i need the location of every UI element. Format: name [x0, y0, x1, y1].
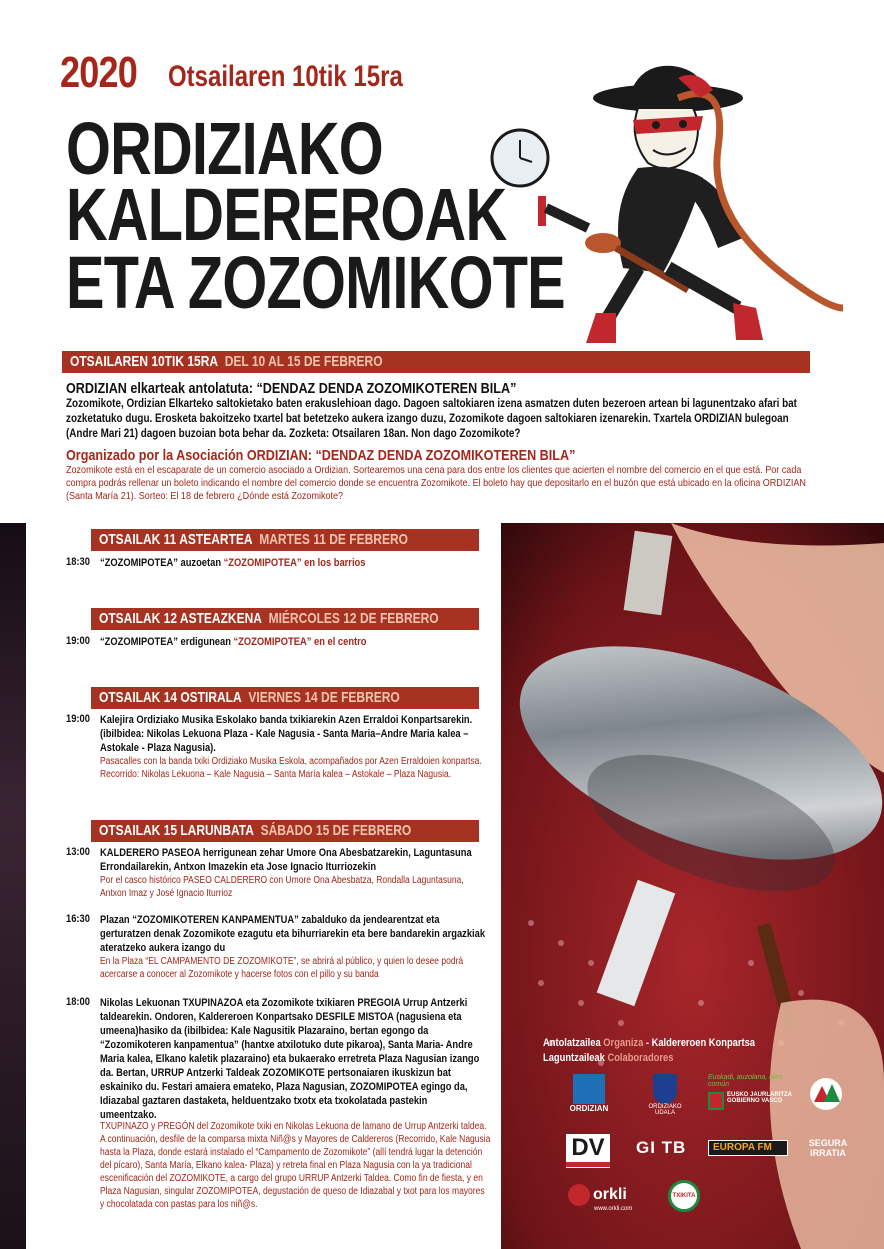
event-time: 13:00	[66, 846, 90, 858]
intro-eu-heading: ORDIZIAN elkarteak antolatuta: “DENDAZ DENDA ZOZOMIKOTEREN BILA”	[66, 380, 517, 397]
goierri-telebista-logo: GI TB	[636, 1138, 687, 1157]
event-time: 18:00	[66, 996, 90, 1008]
event-text-es: Por el casco histórico PASEO CALDERERO con Umore Ona Abesbatza, Rondalla Laguntasuna, Antxon Imaz y José Ignacio Iturrioz	[100, 875, 464, 899]
leg-left	[608, 268, 638, 318]
main-date-band: OTSAILAREN 10TIK 15RA DEL 10 AL 15 DE FEBRERO	[62, 351, 810, 373]
dates-title: Otsailaren 10tik 15ra	[168, 60, 403, 93]
decorative-strip	[0, 523, 26, 1249]
event-text: Nikolas Lekuonan TXUPINAZOA eta Zozomikote txikiaren PREGOIA Urrup Antzerki taldearekin. Ondoren, Kaldereroen Konpartsako DESFILE MISTOA (nagusiena eta umeena)hasiko da (ibilbidea: Kale Nagusitik Plazaraino, bertan egongo da “Zozomikoteren kanpamentua” (hantxe atxilotuko dute pikaroa), Santa Maria- Andre Maria kalea, Elkano kaletik plazaraino) eta bukaerako erretreta Plaza Nagusian izango da. Bertan, URRUP Antzerki Taldeak ZOZOMIKOTE pertsonaiaren ikuskizun bat eskainiko du. Festari amaiera emateko, Plaza Nagusian, ZOZOMIPOTEA egingo da, Idiazabal gaztaren dastaketa, helduentzako txotx eta txokolatada pastekin umeentzako.	[100, 997, 480, 1121]
credit-sponsors: Laguntzaileak Colaboradores	[543, 1052, 674, 1064]
intro-es	[66, 447, 816, 503]
event-text-es: En la Plaza “EL CAMPAMENTO DE ZOZOMIKOTE”, se abrirá al público, y quien lo desee podrá acercarse a conocer al Zozomikote y hacerse fotos con el pillo y su banda	[100, 956, 464, 980]
event-time: 16:30	[66, 913, 90, 925]
title-line-3: ETA ZOZOMIKOTE	[66, 241, 565, 324]
ordiziako-udala-logo: ORDIZIAKO UDALA	[640, 1074, 690, 1116]
event-text: “ZOZOMIPOTEA” auzoetan “ZOZOMIPOTEA” en los barrios	[100, 557, 366, 569]
year: 2020	[60, 48, 137, 97]
day-band-12: OTSAILAK 12 ASTEAZKENA MIÉRCOLES 12 DE FEBRERO	[91, 608, 479, 630]
dv-logo: DV	[566, 1134, 610, 1168]
txikita-logo: TXIKITA	[668, 1180, 704, 1216]
event-time: 19:00	[66, 635, 90, 647]
event-text: Kalejira Ordiziako Musika Eskolako banda txikiarekin Azen Erraldoi Konpartsarekin. (ibilbidea: Nikolas Lekuona Plaza - Kale Nagusia - Santa Maria–Andre Maria kalea – Astokale - Plaza Nagusia).	[100, 714, 473, 754]
event-time: 19:00	[66, 713, 90, 725]
europa-fm-logo: EUROPA FM	[708, 1140, 788, 1156]
intro-eu	[66, 380, 816, 442]
credit-organizer: Antolatzailea Organiza - Kaldereroen Konpartsa	[543, 1037, 756, 1049]
intro-es-body: Zozomikote está en el escaparate de un comercio asociado a Ordizian. Sortearemos una cena para dos entre los clientes que acierten el nombre del comercio en el que está. Por cada compra podrás rellenar un boleto indicando el nombre del comercio donde se encuentra Zozomikote. El boleto hay que depositarlo en el buzón que está ubicado en la oficina ORDIZIAN (Santa María 21). Sorteo: El 18 de febrero ¿Dónde está Zozomikote?	[66, 464, 806, 502]
eusko-jaurlaritza-logo: Euskadi, auzolana, bien común EUSKO JAURLARITZA GOBIERNO VASCO	[708, 1074, 800, 1110]
day-band-14: OTSAILAK 14 OSTIRALA VIERNES 14 DE FEBRERO	[91, 687, 479, 709]
event-time: 18:30	[66, 556, 90, 568]
main-date-band-es: DEL 10 AL 15 DE FEBRERO	[224, 353, 383, 370]
txakoli-logo	[808, 1076, 844, 1112]
boot-left	[586, 313, 616, 343]
intro-es-heading: Organizado por la Asociación ORDIZIAN: “DENDAZ DENDA ZOZOMIKOTEREN BILA”	[66, 447, 576, 464]
title-line-1: ORDIZIAKO	[66, 107, 383, 190]
orkli-logo: orkli www.orkli.com	[568, 1184, 648, 1212]
event-text: KALDERERO PASEOA herrigunean zehar Umore Ona Abesbatzarekin, Laguntasuna Errondailarekin, Antxon Imazekin eta Jose Ignacio Iturriozekin	[100, 847, 472, 873]
arm-left	[546, 208, 588, 228]
event-text-es: Pasacalles con la banda txiki Ordiziako Musika Eskola, acompañados por Azen Erraldoien konpartsa. Recorrido: Nikolas Lekuona – Kale Nagusia – Santa María kalea – Astokale – Plaza Nagusia.	[100, 756, 482, 780]
day-band-15: OTSAILAK 15 LARUNBATA SÁBADO 15 DE FEBRERO	[91, 820, 479, 842]
segura-irratia-logo: SEGURA IRRATIA	[808, 1138, 848, 1158]
day-band-11: OTSAILAK 11 ASTEARTEA MARTES 11 DE FEBRERO	[91, 529, 479, 551]
intro-eu-body: Zozomikote, Ordizian Elkarteko saltokietako baten erakuslehioan dago. Dagoen saltokiaren izena asmatzen duten bezeroen artean bi lagunentzako afari bat zozketatuko dugu. Erosketa bakoitzeko txartel bat betetzeko aukera izango duzu, Zozomikote dagoen saltokiaren izenarekin. Txartela ORDIZIAN bulegoan (Andre Mari 21) dagoen buzoian bota behar da. Zozketa: Otsailaren 18an. Non dago Zozomikote?	[66, 398, 797, 440]
event-text: Plazan “ZOZOMIKOTEREN KANPAMENTUA” zabalduko da jendearentzat eta gerturatzen denak Zozomikote ezagutu eta bihurriarekin eta bere bandarekin argazkiak ateratzeko aukera izango du	[100, 914, 486, 954]
title-line-2: KALDEREROAK	[66, 173, 507, 256]
eye-right	[679, 120, 687, 128]
event-text-es: TXUPINAZO y PREGÓN del Zozomikote txiki en Nikolas Lekuona de lamano de Urrup Antzerki taldea. A continuación, desfile de la comparsa mixta Niñ@s y Mayores de Caldereros (Recorrido, Kale Nagusia hasta la Plaza, donde estará instalado el “Campamento de Zozomikote” (allí tendrá lugar la detención del pícaro), Santa María, Elkano kalea- Plaza) y retreta final en Plaza Nagusia con la ya tradicional escenificación del ZOZOMIKOTE, a cargo del grupo URRUP Antzerki Taldea. Como fin de fiesta, y en Plaza Nagusian, singular ZOZOMIPOTEA, degustación de queso de Idiazabal y txot para los mayores y chocolatada con pastas para los niñ@s.	[100, 1121, 491, 1210]
ordizian-logo: ORDIZIAN	[566, 1074, 612, 1113]
boot-right	[733, 303, 763, 340]
eye-left	[652, 121, 660, 129]
zozomikote-character-illustration	[488, 58, 848, 348]
event-text: “ZOZOMIPOTEA” erdigunean “ZOZOMIPOTEA” en el centro	[100, 636, 367, 648]
